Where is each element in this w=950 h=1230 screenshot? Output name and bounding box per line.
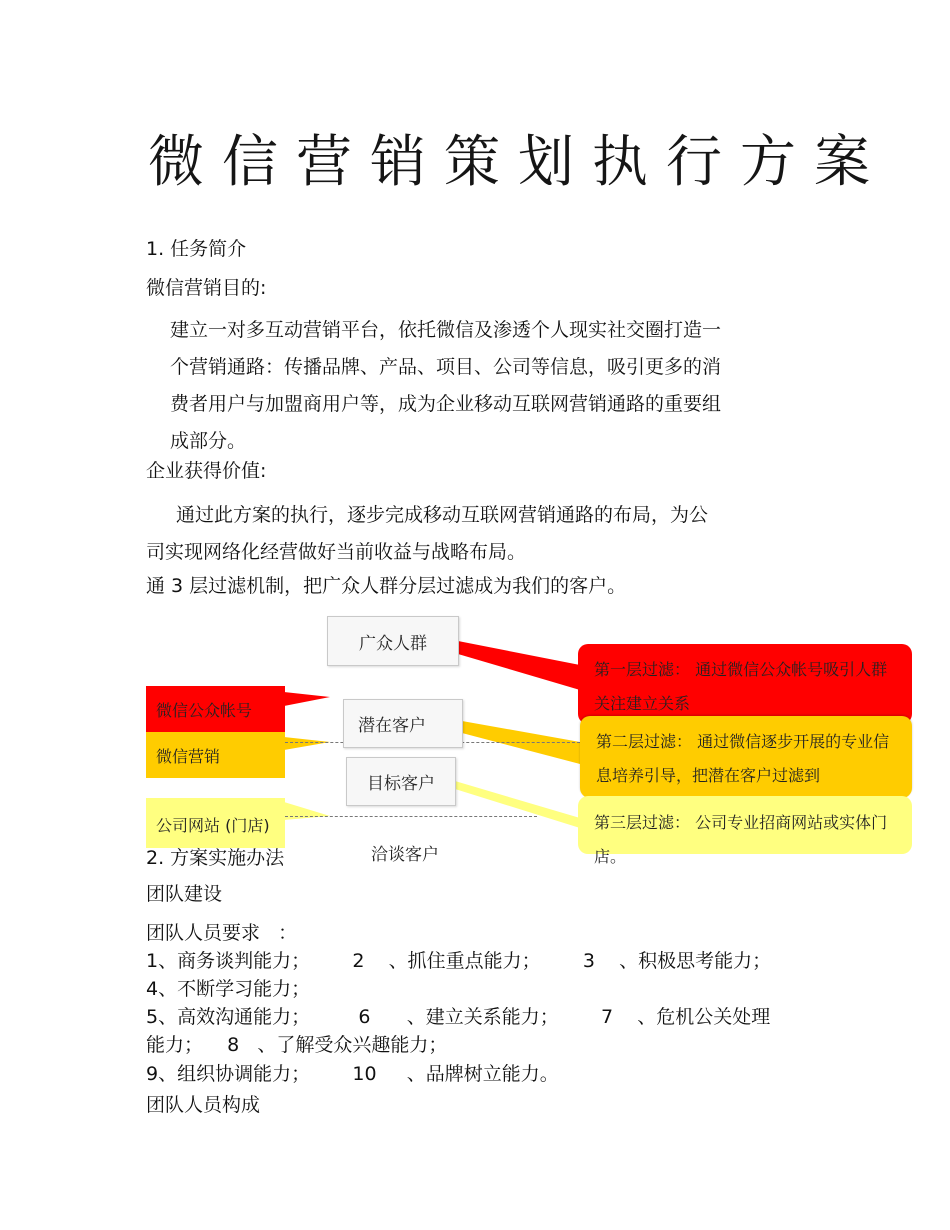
value-line: 通过此方案的执行，逐步完成移动互联网营销通路的布局，为公 <box>176 504 709 526</box>
requirement-line: 4、不断学习能力； <box>146 978 311 1000</box>
box-general-public: 广众人群 <box>327 616 459 666</box>
requirement-line: 能力； 8 、了解受众兴趣能力； <box>146 1034 448 1056</box>
callout-first-filter: 第一层过滤： 通过微信公众帐号吸引人群关注建立关系 <box>578 644 912 724</box>
purpose-line: 建立一对多互动营销平台，依托微信及渗透个人现实社交圈打造一 <box>170 319 722 341</box>
value-line: 司实现网络化经营做好当前收益与战略布局。 <box>146 541 527 563</box>
purpose-line: 成部分。 <box>170 430 247 452</box>
channel-wechat-marketing: 微信营销 <box>146 732 285 778</box>
purpose-paragraph <box>170 312 770 460</box>
filter-intro: 通 3 层过滤机制，把广众人群分层过滤成为我们的客户。 <box>146 575 627 597</box>
channel-wechat-official-account: 微信公众帐号 <box>146 686 285 732</box>
yellow-channel-arrow <box>284 802 330 820</box>
yellow-connector <box>455 781 580 828</box>
box-target-customers: 目标客户 <box>346 757 456 806</box>
final-stage-label: 洽谈客户 <box>371 845 439 865</box>
dashed-line-bottom <box>285 816 537 817</box>
red-connector <box>458 641 580 690</box>
orange-channel-arrow <box>284 737 330 750</box>
purpose-line: 费者用户与加盟商用户等，成为企业移动互联网营销通路的重要组 <box>170 393 722 415</box>
purpose-line: 个营销通路：传播品牌、产品、项目、公司等信息，吸引更多的消 <box>170 356 722 378</box>
value-label: 企业获得价值: <box>146 460 267 482</box>
box-potential-customers: 潜在客户 <box>343 699 463 748</box>
requirement-line: 5、高效沟通能力； 6 、建立关系能力； 7 、危机公关处理 <box>146 1006 771 1028</box>
team-composition-label: 团队人员构成 <box>146 1094 261 1116</box>
channel-company-website: 公司网站 (门店) <box>146 798 285 848</box>
requirement-line: 9、组织协调能力； 10 、品牌树立能力。 <box>146 1063 559 1085</box>
section2-heading: 2. 方案实施办法 <box>146 847 285 869</box>
purpose-label: 微信营销目的: <box>146 277 267 299</box>
red-channel-arrow <box>284 692 330 706</box>
section1-heading: 1. 任务简介 <box>146 238 247 260</box>
team-requirements-label: 团队人员要求 ： <box>146 922 298 944</box>
value-paragraph <box>146 497 766 571</box>
requirement-line: 1、商务谈判能力； 2 、抓住重点能力； 3 、积极思考能力； <box>146 950 772 972</box>
team-building-label: 团队建设 <box>146 883 223 905</box>
document-title: 微信营销策划执行方案 <box>148 130 888 195</box>
callout-second-filter: 第二层过滤： 通过微信逐步开展的专业信息培养引导，把潜在客户过滤到 <box>580 716 912 798</box>
callout-third-filter: 第三层过滤： 公司专业招商网站或实体门店。 <box>578 796 912 854</box>
